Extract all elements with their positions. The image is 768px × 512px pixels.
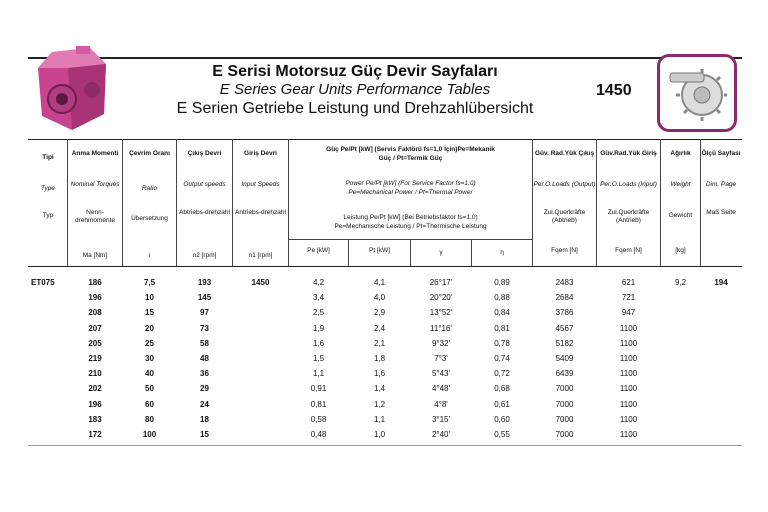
header-ratio-tr: Çevrim Oranı	[129, 150, 170, 157]
unit-pe: Pe [kW]	[307, 247, 330, 254]
cell-load-output: 7000	[555, 399, 574, 409]
header-power-de-2: Pe=Mechanische Leistung / Pt=Thermische Leistung	[334, 223, 487, 230]
cell-pe: 1,1	[312, 369, 325, 379]
table-header-top-rule	[28, 139, 742, 140]
title-german: E Serien Getriebe Leistung und Drehzahlübersicht	[176, 100, 534, 117]
cell-load-input: 1100	[619, 369, 638, 379]
header-input-de: Antriebs-drehzahl	[235, 209, 286, 216]
header-load-output-en: Per.O.Loads (Output)	[533, 181, 596, 188]
cell-ratio: 40	[145, 369, 154, 379]
cell-output-speed: 58	[200, 338, 209, 348]
weight-value: 9,2	[674, 278, 687, 287]
cell-pt: 2,9	[373, 308, 386, 318]
cell-gamma: 3°15'	[431, 414, 451, 424]
cell-eta: 0,81	[494, 323, 510, 333]
cell-pe: 1,6	[312, 338, 325, 348]
cell-load-output: 5182	[555, 338, 574, 348]
unit-input-speed: n1 [rpm]	[248, 252, 273, 259]
title-english: E Series Gear Units Performance Tables	[219, 81, 491, 98]
cell-ratio: 15	[145, 308, 154, 318]
cell-load-output: 7000	[555, 430, 574, 439]
cell-load-input: 1100	[619, 354, 638, 363]
unit-gamma: γ	[439, 249, 443, 256]
cell-ratio: 50	[145, 384, 154, 394]
dim-page-value: 194	[714, 278, 728, 287]
cell-output-speed: 29	[200, 384, 209, 394]
cell-pt: 4,0	[373, 293, 386, 303]
cell-pt: 1,6	[373, 369, 386, 379]
header-output-tr: Çıkış Devri	[187, 150, 222, 157]
header-output-en: Output speeds	[183, 181, 226, 188]
header-torque-de: Nenn-drehmomente	[74, 209, 116, 224]
title-turkish: E Serisi Motorsuz Güç Devir Sayfaları	[212, 63, 498, 80]
cell-load-input: 1100	[619, 323, 638, 333]
cell-load-output: 3786	[555, 308, 574, 318]
header-power-en-2: Pe=Mechanical Power / Pt=Thermal Power	[348, 189, 473, 196]
header-torque-en: Nominal Torques	[70, 181, 120, 188]
cell-torque: 186	[88, 278, 102, 287]
header-weight-de: Gewicht	[668, 212, 693, 219]
cell-gamma: 7°3'	[434, 354, 448, 363]
header-input-tr: Giriş Devri	[244, 150, 277, 157]
cell-pt: 1,1	[373, 414, 386, 424]
header-dim-en: Dim. Page	[705, 181, 737, 188]
cell-pe: 4,2	[312, 278, 325, 287]
cell-eta: 0,88	[494, 293, 510, 303]
cell-load-output: 5409	[555, 354, 574, 363]
cell-ratio: 100	[142, 430, 157, 439]
column-divider	[700, 139, 701, 266]
cell-output-speed: 48	[200, 354, 209, 363]
cell-output-speed: 97	[200, 308, 209, 318]
cell-pe: 3,4	[312, 293, 325, 303]
cell-load-output: 7000	[555, 414, 574, 424]
gear-icon	[666, 63, 728, 123]
header-power-tr-1: Güç Pe/Pt [kW] (Servis Faktörü fs=1,0 İçin)Pe=Mekanik	[326, 146, 495, 153]
column-divider	[122, 139, 123, 266]
top-rule	[28, 57, 742, 59]
cell-gamma: 26°17'	[429, 278, 453, 287]
cell-output-speed: 24	[200, 399, 209, 409]
cell-gamma: 13°52'	[429, 308, 453, 318]
cell-gamma: 4°48'	[431, 384, 451, 394]
unit-weight: [kg]	[675, 247, 686, 254]
cell-pe: 0,58	[310, 414, 327, 424]
cell-torque: 202	[88, 384, 102, 394]
cell-torque: 210	[88, 369, 102, 379]
cell-torque: 183	[88, 414, 102, 424]
cell-ratio: 7,5	[143, 278, 156, 287]
cell-torque: 196	[88, 399, 102, 409]
cell-ratio: 60	[145, 399, 154, 409]
cell-load-output: 6439	[555, 369, 574, 379]
cell-torque: 207	[88, 323, 102, 333]
cell-eta: 0,61	[494, 399, 510, 409]
header-power-tr-2: Güç / Pt=Termik Güç	[378, 155, 443, 162]
cell-load-input: 721	[621, 293, 636, 303]
cell-pt: 1,0	[373, 430, 386, 439]
cell-pe: 0,81	[310, 399, 327, 409]
cell-pe: 0,48	[310, 430, 327, 439]
cell-pt: 2,4	[373, 323, 386, 333]
cell-ratio: 80	[145, 414, 154, 424]
table-header-bottom-rule	[28, 266, 742, 267]
cell-load-input: 1100	[619, 414, 638, 424]
header-weight-en: Weight	[670, 181, 691, 188]
header-dim-de: Maß Seite	[706, 209, 736, 216]
cell-eta: 0,68	[494, 384, 510, 394]
rpm-label: 1450	[596, 82, 632, 99]
cell-pt: 4,1	[373, 278, 386, 287]
unit-eta: η	[500, 249, 504, 256]
header-type-tr: Tipi	[42, 154, 54, 161]
cell-gamma: 20°20'	[429, 293, 453, 303]
cell-torque: 205	[88, 338, 102, 348]
header-load-input-tr: Güv.Rad.Yük Giriş	[600, 150, 657, 157]
cell-pe: 2,5	[312, 308, 325, 318]
cell-load-output: 7000	[555, 384, 574, 394]
cell-gamma: 4°8'	[434, 399, 448, 409]
cell-pt: 1,8	[373, 354, 386, 363]
unit-output-speed: n2 [rpm]	[192, 252, 217, 259]
unit-load-output: Fqem [N]	[551, 247, 578, 254]
header-output-de: Abtriebs-drehzahl	[179, 209, 230, 216]
cell-pe: 1,9	[312, 323, 325, 333]
header-torque-tr: Anma Momenti	[71, 150, 119, 157]
type-label: ET075	[31, 278, 55, 287]
cell-eta: 0,78	[494, 338, 510, 348]
cell-output-speed: 15	[200, 430, 209, 439]
input-speed-value: 1450	[251, 278, 270, 287]
cell-eta: 0,74	[494, 354, 510, 363]
gear-logo	[657, 54, 737, 132]
cell-gamma: 5°43'	[431, 369, 451, 379]
cell-ratio: 30	[145, 354, 154, 363]
cell-torque: 208	[88, 308, 102, 318]
cell-output-speed: 18	[200, 414, 209, 424]
header-load-input-de: Zul.Querkräfte (Antrieb)	[607, 209, 650, 224]
cell-torque: 172	[88, 430, 102, 439]
cell-eta: 0,60	[494, 414, 510, 424]
header-load-input-en: Per.O.Loads (Input)	[600, 181, 657, 188]
gearbox-image	[32, 44, 114, 134]
cell-pt: 1,2	[373, 399, 386, 409]
column-divider	[176, 139, 177, 266]
cell-load-input: 1100	[619, 338, 638, 348]
cell-load-input: 621	[621, 278, 636, 287]
cell-pe: 0,91	[310, 384, 327, 394]
cell-output-speed: 36	[200, 369, 209, 379]
column-divider	[67, 139, 68, 266]
header-type-en: Type	[41, 185, 55, 192]
unit-pt: Pt [kW]	[369, 247, 390, 254]
cell-load-output: 4567	[555, 323, 574, 333]
cell-ratio: 10	[145, 293, 154, 303]
cell-pe: 1,5	[312, 354, 325, 363]
unit-load-input: Fqem [N]	[615, 247, 642, 254]
header-type-de: Typ	[42, 212, 54, 219]
header-ratio-de: Übersetzung	[131, 215, 168, 222]
cell-ratio: 25	[145, 338, 154, 348]
cell-eta: 0,55	[494, 430, 510, 439]
header-dim-tr: Ölçü Sayfası	[701, 150, 741, 157]
cell-eta: 0,84	[494, 308, 510, 318]
cell-load-input: 1100	[619, 430, 638, 439]
cell-gamma: 9°32'	[431, 338, 451, 348]
header-power-de-1: Leistung Pe/Pt [kW] (Bei Betriebsfaktor fs=1,0)	[343, 214, 478, 221]
cell-load-input: 1100	[619, 384, 638, 394]
cell-gamma: 11°16'	[430, 323, 452, 333]
header-load-output-de: Zul.Querkräfte (Abtrieb)	[543, 209, 586, 224]
cell-pt: 1,4	[373, 384, 386, 394]
cell-pt: 2,1	[373, 338, 386, 348]
header-power-en-1: Power Pe/Pt [kW] (For Service Factor fs=1,0)	[345, 180, 476, 187]
table-bottom-rule	[28, 445, 742, 446]
cell-load-output: 2483	[555, 278, 574, 287]
cell-load-output: 2684	[555, 293, 574, 303]
unit-torque: Ma [Nm]	[82, 252, 108, 259]
unit-ratio: i	[148, 252, 151, 259]
cell-eta: 0,72	[494, 369, 510, 379]
cell-gamma: 2°40'	[431, 430, 451, 439]
header-input-en: Input Speeds	[241, 181, 280, 188]
cell-output-speed: 145	[197, 293, 212, 303]
cell-ratio: 20	[145, 323, 154, 333]
column-divider	[232, 139, 233, 266]
cell-torque: 219	[88, 354, 102, 363]
cell-output-speed: 73	[200, 323, 209, 333]
title-block	[140, 62, 570, 118]
cell-torque: 196	[88, 293, 102, 303]
cell-eta: 0,89	[494, 278, 510, 287]
cell-load-input: 947	[621, 308, 636, 318]
header-load-output-tr: Güv. Rad.Yük Çıkış	[534, 150, 595, 157]
cell-output-speed: 193	[197, 278, 212, 287]
header-ratio-en: Ratio	[141, 185, 158, 192]
cell-load-input: 1100	[619, 399, 638, 409]
header-weight-tr: Ağırlık	[670, 150, 691, 157]
